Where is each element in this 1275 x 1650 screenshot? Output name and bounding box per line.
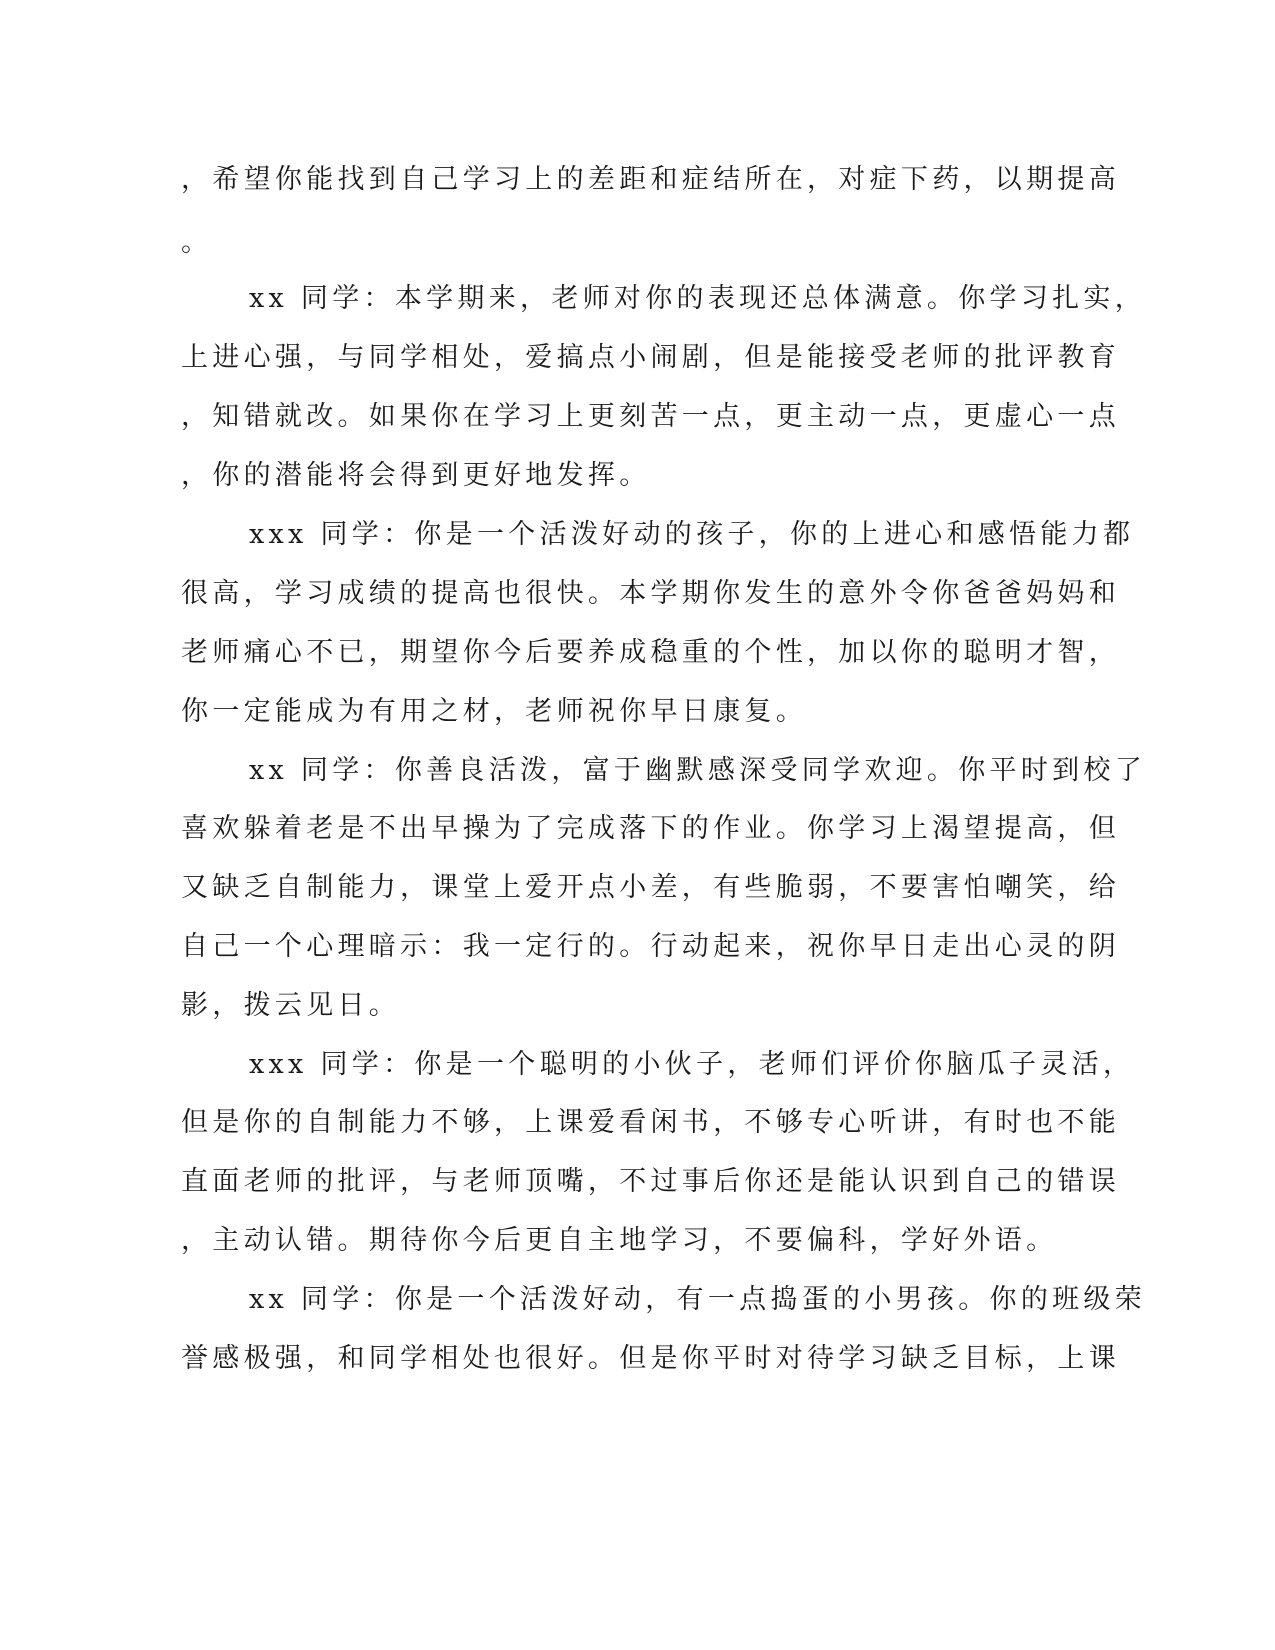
text-line: 自己一个心理暗示：我一定行的。行动起来，祝你早日走出心灵的阴: [181, 931, 1120, 962]
text-line: 老师痛心不已，期望你今后要养成稳重的个性，加以你的聪明才智，: [181, 637, 1120, 668]
text-line: 誉感极强，和同学相处也很好。但是你平时对待学习缺乏目标，上课: [181, 1343, 1120, 1374]
paragraph-start-line: xx 同学：你是一个活泼好动，有一点捣蛋的小男孩。你的班级荣: [249, 1284, 1147, 1315]
paragraph-start-line: xxx 同学：你是一个聪明的小伙子，老师们评价你脑瓜子灵活，: [249, 1049, 1135, 1080]
text-line: 但是你的自制能力不够，上课爱看闲书，不够专心听讲，有时也不能: [181, 1107, 1120, 1138]
paragraph-start-line: xx 同学：本学期来，老师对你的表现还总体满意。你学习扎实，: [249, 283, 1147, 314]
text-line: 影，拨云见日。: [181, 990, 401, 1021]
text-line: ，知错就改。如果你在学习上更刻苦一点，更主动一点，更虚心一点: [181, 401, 1120, 432]
text-line: ，你的潜能将会得到更好地发挥。: [181, 460, 651, 491]
text-line: 上进心强，与同学相处，爱搞点小闹剧，但是能接受老师的批评教育: [181, 342, 1120, 373]
text-line: ，主动认错。期待你今后更自主地学习，不要偏科，学好外语。: [181, 1225, 1058, 1256]
paragraph-start-line: xx 同学：你善良活泼，富于幽默感深受同学欢迎。你平时到校了: [249, 755, 1147, 786]
text-line: 你一定能成为有用之材，老师祝你早日康复。: [181, 696, 807, 727]
text-line: 很高，学习成绩的提高也很快。本学期你发生的意外令你爸爸妈妈和: [181, 578, 1120, 609]
text-line: 直面老师的批评，与老师顶嘴，不过事后你还是能认识到自己的错误: [181, 1166, 1120, 1197]
text-line: 。: [181, 227, 213, 258]
text-line: 喜欢躲着老是不出早操为了完成落下的作业。你学习上渴望提高，但: [181, 813, 1120, 844]
paragraph-start-line: xxx 同学：你是一个活泼好动的孩子，你的上进心和感悟能力都: [249, 519, 1135, 550]
text-line: ，希望你能找到自己学习上的差距和症结所在，对症下药，以期提高: [181, 164, 1120, 195]
text-line: 又缺乏自制能力，课堂上爱开点小差，有些脆弱，不要害怕嘲笑，给: [181, 872, 1120, 903]
